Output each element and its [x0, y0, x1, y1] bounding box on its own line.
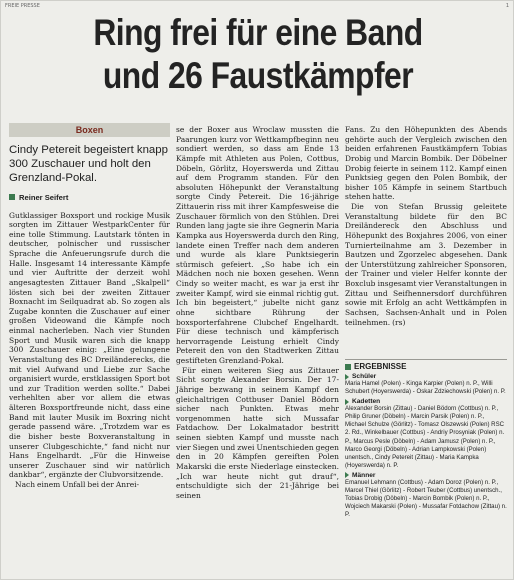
arrow-icon	[345, 399, 349, 405]
deck: Cindy Petereit begeistert knapp 300 Zuschauer und holt den Grenzland-Pokal.	[9, 144, 168, 185]
corner-mark-right: 1	[505, 3, 509, 9]
headline-line-1: Ring frei für eine Band	[93, 12, 423, 53]
body-paragraph-3: se der Boxer aus Wroclaw mussten die Paarungen kurz vor Wettkampfbeginn neu sondiert werden, so dass am Ende 13 Kämpfe mit Athleten aus Polen, Cottbus, Döbeln, Görlitz, Hoyerswerda und Zittau auf dem Programm standen. Für den absoluten Höhepunkt der Veranstaltung sorgte Cindy Petereit. Die 16-jährige Zittauerin riss mit ihrer Kampfesweise die Zuschauer förmlich von den Stühlen. Drei Runden lang jagte sie ihre Gegnerin Maria Kampka aus Hoyerswerda durch den Ring, landete einen Treffer nach dem anderen und wurde als klare Punktsiegerin stürmisch gefeiert. „So habe ich ein Mädchen noch nie boxen gesehen. Wenn Cindy so weiter macht, es war ja erst ihr zweiter Kampf, wird sie einmal richtig gut. Ich bin begeistert,“ jubelte nicht ganz ohne sichtbare Rührung der boxsporterfahrene Clubchef Engelhardt. Für diese technisch und kämpferisch hervorragende Leistung erhielt Cindy Petereit den von den Stadtwerken Zittau gestifteten Grenzland-Pokal.	[176, 125, 339, 365]
results-box	[345, 359, 507, 519]
body-paragraph-6: Die von Stefan Brussig geleitete Veranstaltung bildete für den BC Dreiländereck den Abschluss und Höhepunkt des Boxjahres 2006, von einer Turnierteilnahme am 3. Dezember in Bautzen und Zgorzelec abgesehen. Dank der Unterstützung zahlreicher Sponsoren, der Trainer und vieler Helfer konnte der Boxclub insgesamt vier Veranstaltungen in Zittau und Seifhennersdorf durchführen sowie mit Erfolg an acht Wettkämpfen in Sachsen, Sachsen-Anhalt und in Polen teilnehmen. (rs)	[345, 202, 507, 327]
body-paragraph-1: Gutklassiger Boxsport und rockige Musik sorgten im Zittauer WestparkCenter für eine tolle Stimmung. Lautstark tönten in deutscher, polnischer und russischer Sprache die Anfeuerungsrufe durch die Halle. Insgesamt 14 interessante Kämpfe und vier Auftritte der derzeit wohl angesagtesten Zittauer Band „Skalpell“ lösten sich bei der zweiten Zittauer Boxnacht im Seilquadrat ab. So zogen als Zugabe konnten die Zuschauer auf einer großen Videowand die Kämpfe noch einmal nacherleben. Nach vier Stunden Sport und Musik waren sich die knapp 300 Zuschauer einig: „Eine gelungene Veranstaltung des BC Dreiländerecks, die mit viel Aufwand und Liebe zur Sache organisiert wurde, erstklassigen Sport bot und zur Tradition werden sollte.“ Dabei verhehlten aber vor allem die etwas älteren Boxsportfreunde nicht, dass eine Band mit lauter Musik im Boxring nicht gerade passend wäre. „Trotzdem war es die bisher beste Boxveranstaltung in unserer Clubgeschichte,“ fand nicht nur Hans Engelhardt. „Für die Hinweise unserer Zuschauer sind wir natürlich dankbar“, ergänzte der Clubvorsitzende.	[9, 210, 170, 480]
kadetten-heading	[345, 398, 507, 405]
headline	[37, 11, 479, 97]
body-paragraph-4: Für einen weiteren Sieg aus Zittauer Sicht sorgte Alexander Borsin. Der 17-Jährige bezwang in seinem Kampf den gleichaltrigen Cottbuser Daniel Bödorn sicher nach Punkten. Etwas mehr vorgenommen hatte sich Mussafar Fatdachow. Der Lokalmatador bestritt seinen siebten Kampf und musste nach vier Siegen und zwei Unentschieden gegen den in 20 Kämpfen gereiften Polen Makarski die erste Niederlage einstecken. „Ich war heute nicht gut drauf“, entschuldigte sich der 21-Jährige bei seinen	[176, 365, 339, 500]
schueler-results: Maria Hamel (Polen) - Kinga Karpier (Polen) n. P., Willi Schubert (Hoyerswerda) - Oskar Zdziechowski (Polen) n. P.	[345, 380, 506, 396]
headline-line-2: und 26 Faustkämpfer	[102, 55, 414, 96]
arrow-icon	[345, 374, 349, 380]
corner-mark-left: FREIE PRESSE	[5, 3, 40, 9]
column-1	[9, 123, 170, 490]
byline-square-icon	[9, 194, 15, 200]
body-paragraph-2: Nach einem Unfall bei der Anrei-	[15, 480, 140, 490]
body-paragraph-5: Fans. Zu den Höhepunkten des Abends gehörte auch der Vergleich zwischen den beiden erfahrenen Faustkämpfern Tobias Drobig und Marcin Bombik. Der Döbelner Drobig feierte in seinem 112. Kampf einen Punktsieg gegen den Polen Bombik, der bisher 105 Kämpfe in seinem Startbuch stehen hatte.	[345, 125, 507, 202]
column-2	[176, 125, 339, 500]
column-3	[345, 125, 507, 327]
results-square-icon	[345, 364, 351, 370]
arrow-icon	[345, 472, 349, 478]
maenner-results: Emanuel Lehmann (Cottbus) - Adam Doroz (Polen) n. P., Marcel Thiel (Görlitz) - Robert Teuber (Cottbus) unentsch., Tobias Drobig (Döbeln) - Marcin Bombik (Polen) n. P., Wojciech Makarski (Polen) - Mussafar Fotdachow (Zittau) n. P.	[345, 478, 507, 519]
results-title: ERGEBNISSE	[354, 362, 407, 371]
byline	[9, 193, 170, 202]
maenner-label: Männer	[352, 471, 376, 479]
section-kicker: Boxen	[9, 123, 170, 137]
schueler-label: Schüler	[352, 373, 377, 380]
results-header	[345, 359, 507, 371]
schueler-heading	[345, 373, 507, 380]
author-name: Reiner Seifert	[19, 192, 69, 202]
maenner-heading	[345, 472, 507, 479]
kadetten-label: Kadetten	[352, 398, 381, 406]
kadetten-results: Alexander Borsin (Zittau) - Daniel Bödorn (Cottbus) n. P., Philip Gruner (Döbeln) - Marcin Parsik (Polen) n. P., Michael Schulze (Görlitz) - Tomasz Olszewski (Polen) RSC 2. Rd., Winkelbauer (Cottbus) - Andriy Prosyniak (Polen) n. P., Marcus Pesle (Döbeln) - Adam Jamusz (Polen) n. P., Marco Georgi (Döbeln) - Adrian Lampkowski (Polen) unentsch., Cindy Petereit (Zittau) - Maria Kampka (Hoyerswerda) n. P.	[345, 405, 505, 469]
